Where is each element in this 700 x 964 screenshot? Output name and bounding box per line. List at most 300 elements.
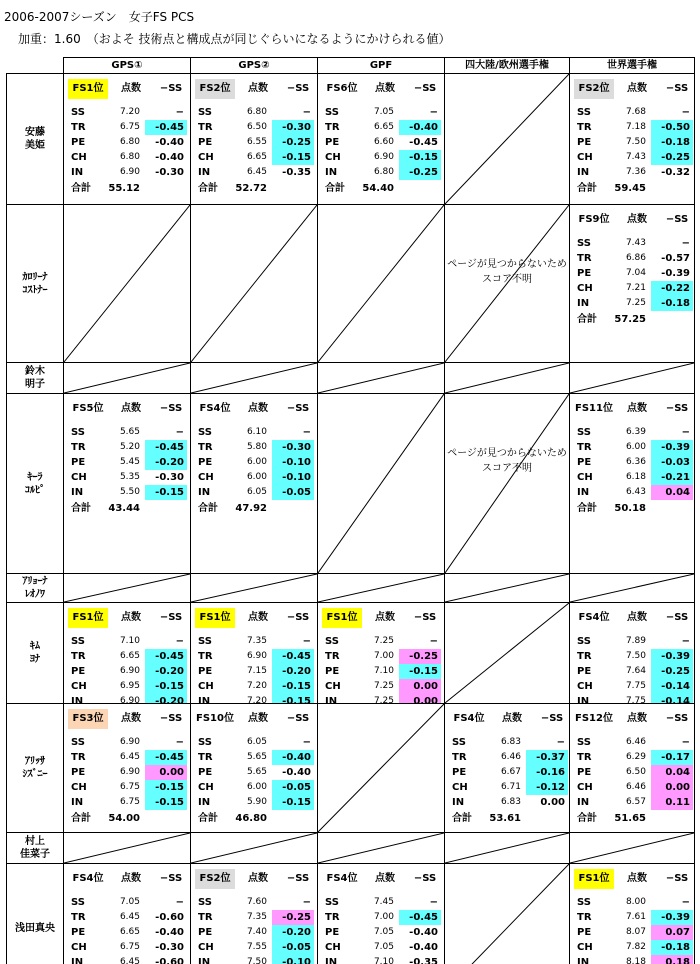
component-row <box>318 910 444 925</box>
component-label: PE <box>198 666 213 677</box>
component-score: 7.50 <box>246 957 267 964</box>
score-column-label: 点数 <box>375 83 395 94</box>
component-label: CH <box>577 681 593 692</box>
component-label: PE <box>577 137 592 148</box>
skater-name: 鈴木 明子 <box>6 362 64 394</box>
total-row <box>570 501 694 517</box>
score-cell <box>569 863 695 964</box>
diagonal-line <box>191 363 317 393</box>
component-row <box>64 750 190 765</box>
component-score: 6.65 <box>119 927 140 937</box>
component-score: 8.07 <box>625 927 646 937</box>
skater-name: 浅田真央 <box>6 863 64 964</box>
component-diff: -0.12 <box>526 780 568 795</box>
rank-badge: FS3位 <box>68 709 108 729</box>
component-row <box>64 664 190 679</box>
component-diff: -0.05 <box>272 780 314 795</box>
component-diff: -0.39 <box>651 440 693 455</box>
rank-badge: FS9位 <box>578 214 610 225</box>
component-label: SS <box>325 107 339 118</box>
diff-column-label: −SS <box>286 403 310 414</box>
component-diff: -0.37 <box>526 750 568 765</box>
total-value: 43.44 <box>108 503 140 514</box>
diff-column-label: −SS <box>665 403 689 414</box>
component-diff: 0.00 <box>540 797 565 808</box>
component-score: 6.65 <box>246 152 267 162</box>
component-row <box>191 120 317 135</box>
component-row <box>191 795 317 810</box>
score-cell <box>63 863 191 964</box>
component-label: SS <box>71 636 85 647</box>
component-row <box>318 105 444 120</box>
total-row <box>570 181 694 197</box>
component-diff: -0.25 <box>651 150 693 165</box>
score-cell <box>569 703 695 833</box>
component-row <box>191 455 317 470</box>
score-column-label: 点数 <box>121 612 141 623</box>
skater-name: 安藤 美姫 <box>6 73 64 205</box>
component-label: SS <box>71 107 85 118</box>
total-row <box>64 501 190 517</box>
component-diff: -0.16 <box>526 765 568 780</box>
component-label: PE <box>325 666 340 677</box>
component-score: 6.60 <box>373 137 394 147</box>
score-cell <box>63 393 191 574</box>
score-header <box>191 608 317 628</box>
component-diff: -0.14 <box>651 694 693 704</box>
score-header <box>191 869 317 889</box>
component-row <box>191 634 317 649</box>
component-diff: 0.11 <box>651 795 693 810</box>
component-diff: -0.15 <box>145 795 187 810</box>
component-diff: -0.14 <box>651 679 693 694</box>
total-label: 合計 <box>577 314 597 325</box>
component-score: 7.10 <box>119 636 140 646</box>
component-label: PE <box>71 666 86 677</box>
component-row <box>64 679 190 694</box>
component-diff: -0.39 <box>661 268 690 279</box>
component-score: 7.50 <box>625 651 646 661</box>
column-header: 世界選手権 <box>569 57 695 74</box>
component-score: 6.83 <box>500 737 521 747</box>
empty-cell <box>63 832 191 864</box>
component-row <box>318 895 444 910</box>
skater-name: ｱﾘｮｰﾅ ﾚｵﾉﾜ <box>6 573 64 603</box>
component-score: 6.75 <box>119 942 140 952</box>
component-diff: -0.18 <box>651 135 693 150</box>
score-column-label: 点数 <box>627 612 647 623</box>
diagonal-line <box>570 363 694 393</box>
diagonal-line <box>570 574 694 602</box>
component-label: TR <box>71 752 86 763</box>
total-label: 合計 <box>71 183 91 194</box>
total-label: 合計 <box>198 503 218 514</box>
component-label: TR <box>71 442 86 453</box>
component-diff: -0.45 <box>272 649 314 664</box>
skater-name: ｶﾛﾘｰﾅ ｺｽﾄﾅｰ <box>6 204 64 363</box>
component-score: 7.35 <box>246 912 267 922</box>
component-diff: − <box>429 636 438 647</box>
component-score: 6.90 <box>246 651 267 661</box>
component-diff: -0.22 <box>651 281 693 296</box>
empty-diagonal <box>445 833 569 863</box>
rank-badge: FS4位 <box>72 873 104 884</box>
empty-cell <box>444 573 570 603</box>
component-score: 6.45 <box>246 167 267 177</box>
total-value: 55.12 <box>108 183 140 194</box>
component-row <box>570 135 694 150</box>
component-label: IN <box>71 696 84 704</box>
component-score: 6.46 <box>500 752 521 762</box>
diff-column-label: −SS <box>159 873 183 884</box>
diff-column-label: −SS <box>665 612 689 623</box>
component-diff: -0.40 <box>155 152 184 163</box>
total-value: 47.92 <box>235 503 267 514</box>
empty-diagonal <box>64 205 190 362</box>
component-row <box>570 895 694 910</box>
column-header: GPS② <box>190 57 318 74</box>
diff-column-label: −SS <box>413 612 437 623</box>
component-score: 6.90 <box>119 696 140 704</box>
diff-column-label: −SS <box>286 612 310 623</box>
component-label: IN <box>71 167 84 178</box>
component-label: TR <box>198 651 213 662</box>
component-row <box>318 135 444 150</box>
component-row <box>570 910 694 925</box>
score-column-label: 点数 <box>248 403 268 414</box>
total-label: 合計 <box>325 183 345 194</box>
skater-name: ｷﾑ ﾖﾅ <box>6 602 64 704</box>
component-score: 7.10 <box>373 957 394 964</box>
component-diff: -0.30 <box>272 120 314 135</box>
component-diff: − <box>556 737 565 748</box>
component-row <box>570 440 694 455</box>
component-score: 7.68 <box>625 107 646 117</box>
component-diff: − <box>681 737 690 748</box>
diagonal-line <box>445 603 569 703</box>
empty-diagonal <box>445 574 569 602</box>
empty-diagonal <box>570 833 694 863</box>
component-score: 7.25 <box>625 298 646 308</box>
component-row <box>64 795 190 810</box>
component-row <box>570 236 694 251</box>
component-diff: -0.60 <box>155 957 184 964</box>
component-label: SS <box>71 897 85 908</box>
component-row <box>570 765 694 780</box>
component-diff: -0.45 <box>145 649 187 664</box>
component-label: PE <box>71 927 86 938</box>
score-cell <box>569 393 695 574</box>
component-label: TR <box>198 442 213 453</box>
rank-badge: FS1位 <box>322 608 362 628</box>
rank-badge: FS4位 <box>578 612 610 623</box>
empty-cell <box>63 362 191 394</box>
component-score: 7.82 <box>625 942 646 952</box>
component-diff: − <box>302 897 311 908</box>
component-label: SS <box>577 107 591 118</box>
component-row <box>64 780 190 795</box>
component-diff: -0.35 <box>409 957 438 964</box>
component-diff: -0.18 <box>651 940 693 955</box>
component-score: 7.20 <box>246 681 267 691</box>
component-label: PE <box>198 767 213 778</box>
diff-column-label: −SS <box>159 83 183 94</box>
empty-diagonal <box>318 574 444 602</box>
component-score: 6.43 <box>625 487 646 497</box>
component-score: 7.36 <box>625 167 646 177</box>
component-diff: -0.40 <box>409 927 438 938</box>
component-score: 6.46 <box>625 737 646 747</box>
component-row <box>191 750 317 765</box>
component-score: 5.45 <box>119 457 140 467</box>
component-label: IN <box>577 696 590 704</box>
diff-column-label: −SS <box>159 713 183 724</box>
component-score: 7.50 <box>625 137 646 147</box>
component-score: 7.43 <box>625 152 646 162</box>
component-label: TR <box>452 752 467 763</box>
rank-badge: FS1位 <box>195 608 235 628</box>
column-header: GPS① <box>63 57 191 74</box>
component-score: 6.71 <box>500 782 521 792</box>
unknown-score-note: ページが見つからないため スコア不明 <box>447 259 567 285</box>
component-score: 6.00 <box>246 782 267 792</box>
component-label: PE <box>577 268 592 279</box>
score-cell <box>63 703 191 833</box>
score-cell <box>190 73 318 205</box>
component-label: SS <box>452 737 466 748</box>
diff-column-label: −SS <box>286 83 310 94</box>
component-score: 6.90 <box>119 737 140 747</box>
component-diff: -0.20 <box>145 694 187 704</box>
diff-column-label: −SS <box>159 612 183 623</box>
component-label: SS <box>577 636 591 647</box>
score-column-label: 点数 <box>627 403 647 414</box>
component-diff: -0.05 <box>272 940 314 955</box>
diagonal-line <box>191 574 317 602</box>
diff-column-label: −SS <box>665 873 689 884</box>
total-label: 合計 <box>452 813 472 824</box>
component-row <box>64 485 190 500</box>
component-diff: -0.15 <box>145 780 187 795</box>
component-diff: -0.15 <box>145 679 187 694</box>
empty-diagonal <box>318 833 444 863</box>
component-score: 6.05 <box>246 737 267 747</box>
component-row <box>64 440 190 455</box>
diff-column-label: −SS <box>413 873 437 884</box>
rank-badge: FS1位 <box>574 869 614 889</box>
component-label: PE <box>71 137 86 148</box>
component-label: PE <box>198 927 213 938</box>
component-label: PE <box>325 137 340 148</box>
component-score: 6.55 <box>246 137 267 147</box>
component-row <box>445 735 569 750</box>
rank-badge: FS1位 <box>68 79 108 99</box>
component-score: 6.75 <box>119 797 140 807</box>
component-label: IN <box>577 797 590 808</box>
score-header <box>64 399 190 419</box>
empty-cell <box>444 393 570 574</box>
empty-cell <box>569 832 695 864</box>
empty-cell <box>317 204 445 363</box>
component-row <box>318 165 444 180</box>
component-row <box>191 105 317 120</box>
component-diff: -0.03 <box>651 455 693 470</box>
total-value: 50.18 <box>614 503 646 514</box>
component-row <box>445 795 569 810</box>
component-row <box>318 649 444 664</box>
score-column-label: 点数 <box>627 83 647 94</box>
component-row <box>318 120 444 135</box>
component-row <box>318 955 444 964</box>
empty-cell <box>317 393 445 574</box>
component-label: CH <box>198 681 214 692</box>
score-column-label: 点数 <box>121 873 141 884</box>
component-diff: -0.39 <box>651 649 693 664</box>
empty-cell <box>569 573 695 603</box>
component-row <box>64 120 190 135</box>
score-header <box>318 869 444 889</box>
component-label: TR <box>577 253 592 264</box>
score-header <box>570 399 694 419</box>
component-row <box>570 425 694 440</box>
component-diff: − <box>302 107 311 118</box>
component-score: 7.25 <box>373 681 394 691</box>
component-label: IN <box>198 797 211 808</box>
diagonal-line <box>64 574 190 602</box>
component-score: 7.75 <box>625 681 646 691</box>
component-score: 7.64 <box>625 666 646 676</box>
component-score: 7.25 <box>373 636 394 646</box>
component-score: 6.46 <box>625 782 646 792</box>
component-score: 6.39 <box>625 427 646 437</box>
score-column-label: 点数 <box>248 873 268 884</box>
component-row <box>570 735 694 750</box>
component-diff: -0.57 <box>661 253 690 264</box>
component-score: 7.05 <box>119 897 140 907</box>
component-diff: -0.50 <box>651 120 693 135</box>
component-label: CH <box>71 472 87 483</box>
empty-cell <box>63 204 191 363</box>
component-score: 5.65 <box>246 767 267 777</box>
empty-diagonal <box>318 394 444 573</box>
component-row <box>570 940 694 955</box>
component-diff: 0.00 <box>651 780 693 795</box>
component-row <box>318 664 444 679</box>
component-diff: − <box>302 636 311 647</box>
component-score: 6.57 <box>625 797 646 807</box>
empty-diagonal <box>318 704 444 832</box>
component-row <box>64 649 190 664</box>
score-header <box>445 709 569 729</box>
score-cell <box>317 602 445 704</box>
score-cell <box>444 703 570 833</box>
component-diff: − <box>175 897 184 908</box>
score-header <box>570 608 694 628</box>
component-row <box>570 455 694 470</box>
component-row <box>191 895 317 910</box>
diagonal-line <box>318 394 444 573</box>
component-score: 5.65 <box>119 427 140 437</box>
component-label: SS <box>577 737 591 748</box>
component-label: PE <box>577 927 592 938</box>
component-label: IN <box>198 487 211 498</box>
component-label: SS <box>198 107 212 118</box>
component-row <box>570 649 694 664</box>
total-value: 53.61 <box>489 813 521 824</box>
component-row <box>64 940 190 955</box>
component-score: 6.50 <box>625 767 646 777</box>
component-score: 6.80 <box>246 107 267 117</box>
component-score: 7.05 <box>373 107 394 117</box>
empty-diagonal <box>445 74 569 204</box>
component-label: CH <box>198 942 214 953</box>
rank-badge: FS2位 <box>195 79 235 99</box>
score-column-label: 点数 <box>248 83 268 94</box>
diff-column-label: −SS <box>413 83 437 94</box>
component-row <box>64 925 190 940</box>
component-diff: -0.15 <box>272 795 314 810</box>
component-row <box>570 470 694 485</box>
component-score: 6.45 <box>119 912 140 922</box>
component-score: 6.50 <box>246 122 267 132</box>
component-row <box>318 150 444 165</box>
component-diff: -0.25 <box>272 910 314 925</box>
component-row <box>64 634 190 649</box>
diff-column-label: −SS <box>159 403 183 414</box>
empty-diagonal <box>64 833 190 863</box>
component-diff: -0.40 <box>155 137 184 148</box>
component-label: SS <box>325 636 339 647</box>
component-label: PE <box>325 927 340 938</box>
component-label: CH <box>325 152 341 163</box>
component-label: TR <box>325 122 340 133</box>
component-diff: -0.15 <box>399 664 441 679</box>
score-cell <box>317 863 445 964</box>
component-score: 6.05 <box>246 487 267 497</box>
component-diff: − <box>429 897 438 908</box>
component-score: 6.18 <box>625 472 646 482</box>
component-label: TR <box>71 122 86 133</box>
component-diff: − <box>429 107 438 118</box>
component-diff: 0.00 <box>145 765 187 780</box>
component-diff: -0.30 <box>155 942 184 953</box>
component-score: 8.18 <box>625 957 646 964</box>
total-row <box>191 501 317 517</box>
component-score: 7.18 <box>625 122 646 132</box>
component-diff: -0.45 <box>145 750 187 765</box>
score-header <box>64 608 190 628</box>
component-label: TR <box>577 122 592 133</box>
component-row <box>64 105 190 120</box>
component-diff: − <box>302 737 311 748</box>
diff-column-label: −SS <box>665 713 689 724</box>
component-label: TR <box>577 442 592 453</box>
diagonal-line <box>445 363 569 393</box>
component-row <box>191 910 317 925</box>
empty-cell <box>444 602 570 704</box>
component-label: SS <box>577 897 591 908</box>
component-diff: − <box>302 427 311 438</box>
total-value: 59.45 <box>614 183 646 194</box>
component-diff: -0.40 <box>409 942 438 953</box>
component-row <box>64 765 190 780</box>
score-header <box>64 79 190 99</box>
diagonal-line <box>570 833 694 863</box>
component-row <box>570 266 694 281</box>
diff-column-label: −SS <box>286 873 310 884</box>
component-score: 7.10 <box>373 666 394 676</box>
empty-cell <box>63 573 191 603</box>
